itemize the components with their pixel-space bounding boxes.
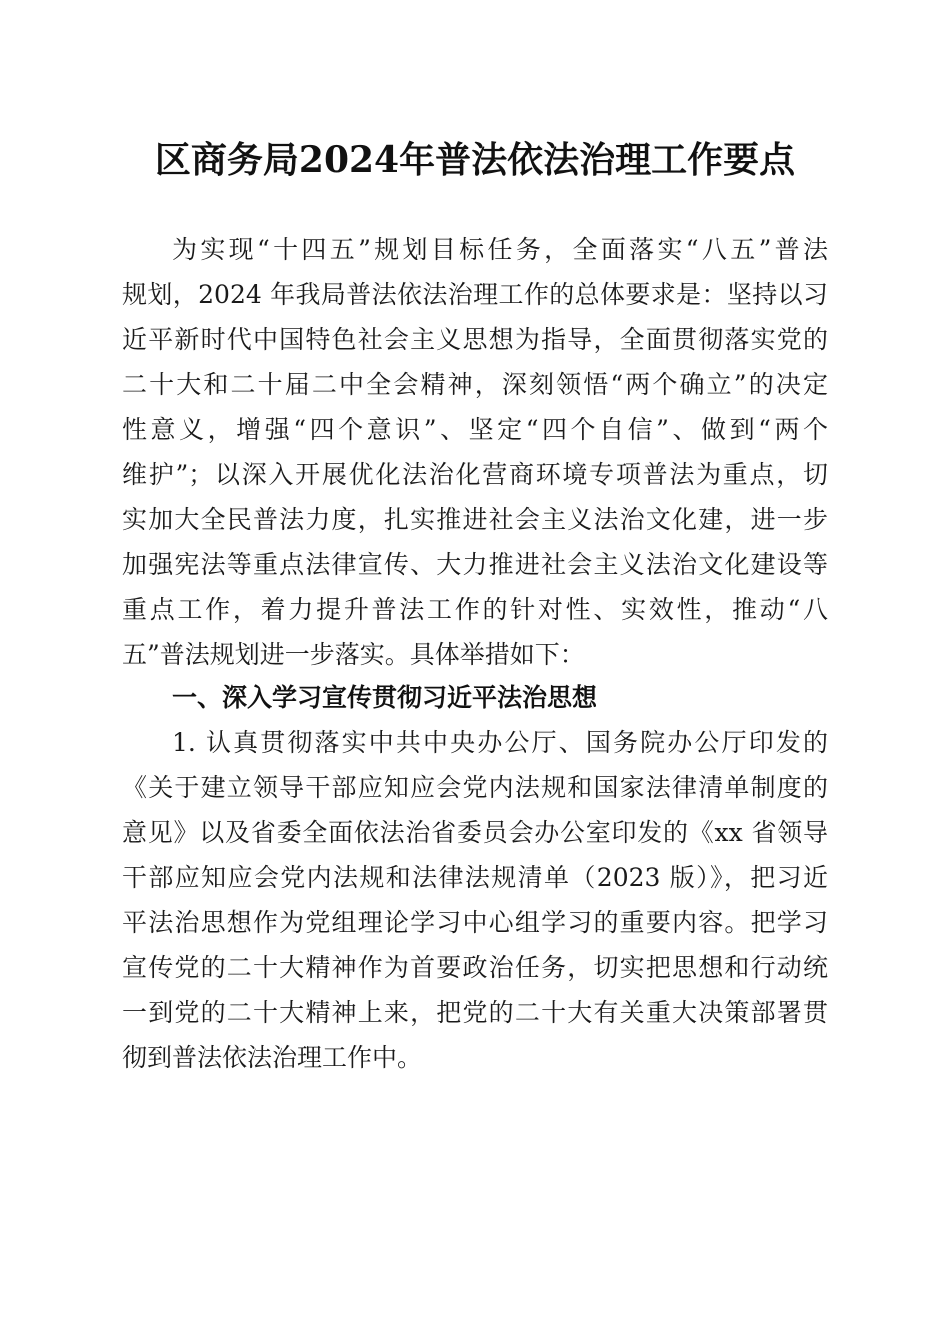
paragraph-line: 一到党的二十大精神上来，把党的二十大有关重大决策部署贯 [122, 998, 828, 1027]
document-title: 区商务局2024年普法依法治理工作要点 [154, 139, 796, 181]
paragraph-line: 维护”；以深入开展优化法治化营商环境专项普法为重点，切 [122, 460, 828, 489]
paragraph-line: 二十大和二十届二中全会精神，深刻领悟“两个确立”的决定 [122, 370, 828, 399]
paragraph-line: 干部应知应会党内法规和法律法规清单（2023 版）》，把习近 [122, 863, 828, 892]
paragraph-line: 近平新时代中国特色社会主义思想为指导，全面贯彻落实党的 [122, 325, 828, 354]
paragraph-line: 《关于建立领导干部应知应会党内法规和国家法律清单制度的 [122, 773, 828, 802]
paragraph-line: 加强宪法等重点法律宣传、大力推进社会主义法治文化建设等 [122, 550, 828, 579]
paragraph-line: 彻到普法依法治理工作中。 [122, 1043, 423, 1072]
paragraph-line: 实加大全民普法力度，扎实推进社会主义法治文化建，进一步 [122, 505, 828, 534]
section-heading: 一、深入学习宣传贯彻习近平法治思想 [172, 683, 598, 712]
paragraph-line: 宣传党的二十大精神作为首要政治任务，切实把思想和行动统 [122, 953, 828, 982]
paragraph-line: 意见》以及省委全面依法治省委员会办公室印发的《xx 省领导 [122, 818, 828, 847]
paragraph-line: 重点工作，着力提升普法工作的针对性、实效性，推动“八 [122, 595, 828, 624]
paragraph-line: 1. 认真贯彻落实中共中央办公厅、国务院办公厅印发的 [172, 728, 828, 757]
item1-paragraph [122, 720, 828, 1080]
paragraph-line: 五”普法规划进一步落实。具体举措如下： [122, 640, 585, 669]
paragraph-line: 性意义，增强“四个意识”、坚定“四个自信”、做到“两个 [122, 415, 828, 444]
intro-paragraph [122, 227, 828, 677]
paragraph-line: 为实现“十四五”规划目标任务，全面落实“八五”普法 [172, 235, 828, 264]
paragraph-line: 平法治思想作为党组理论学习中心组学习的重要内容。把学习 [122, 908, 828, 937]
paragraph-line: 规划，2024 年我局普法依法治理工作的总体要求是：坚持以习 [122, 280, 828, 309]
